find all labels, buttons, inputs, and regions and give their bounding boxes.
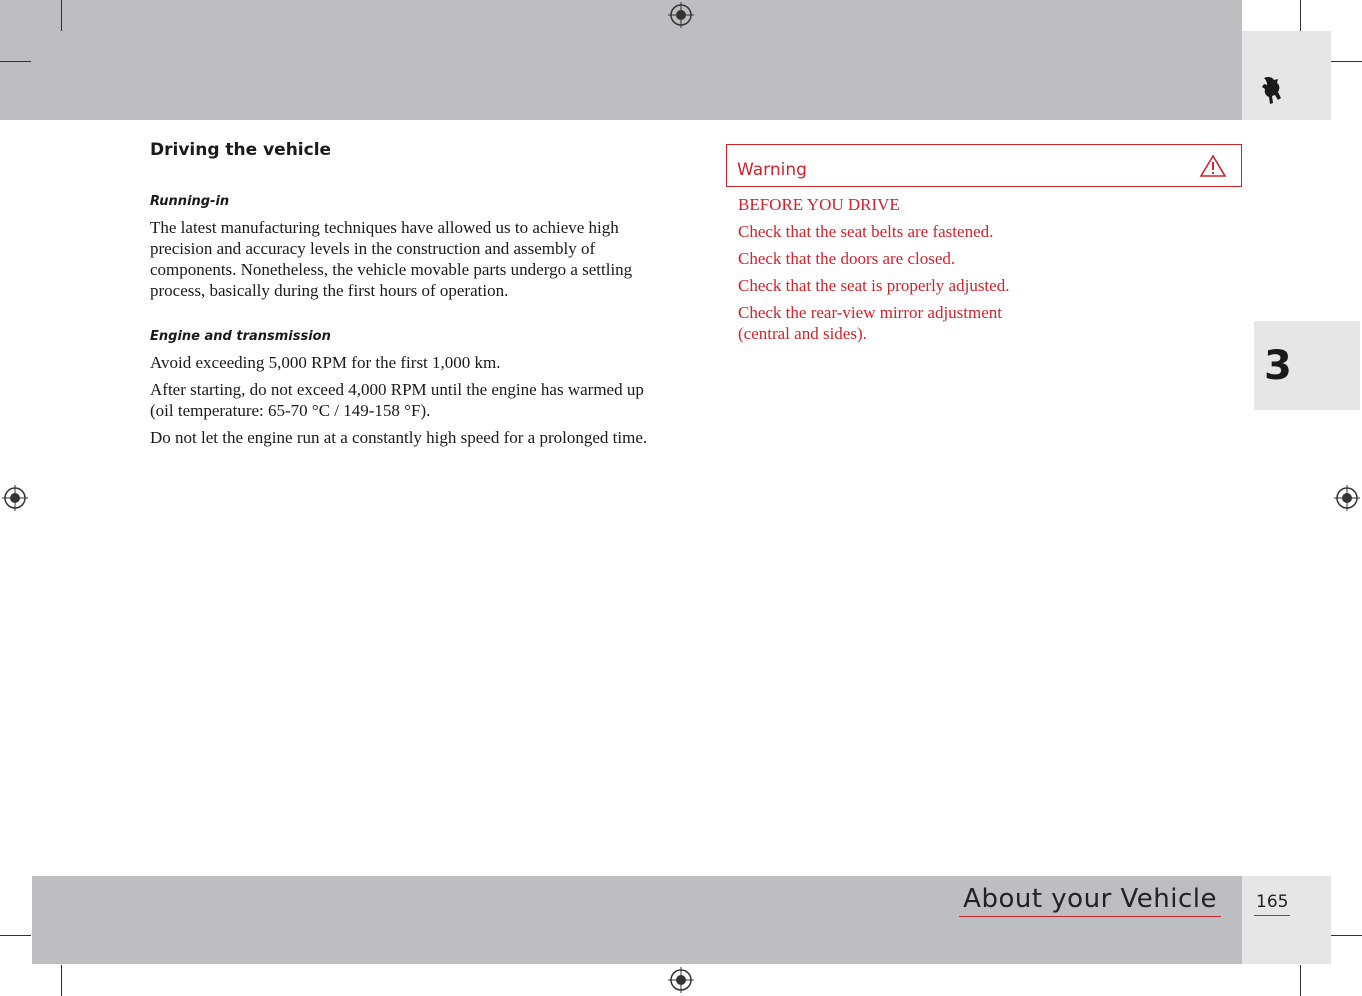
crop-mark: [0, 61, 31, 62]
engine-paragraph: After starting, do not exceed 4,000 RPM until the engine has warmed up (oil temperature: 65-70 °C / 149-158 °F).: [150, 380, 644, 420]
crop-mark: [1331, 61, 1362, 62]
section-title: Driving the vehicle: [150, 140, 332, 160]
crop-mark: [1300, 0, 1301, 31]
warning-line: Check the rear-view mirror adjustment (central and sides).: [738, 303, 1003, 343]
left-column: [150, 140, 670, 454]
registration-mark-icon: [2, 485, 28, 511]
header-band: [0, 0, 1242, 120]
warning-line: BEFORE YOU DRIVE: [738, 195, 900, 214]
warning-line: Check that the seat belts are fastened.: [738, 222, 994, 241]
page-number: 165: [1254, 892, 1290, 916]
warning-content: [738, 194, 1218, 350]
warning-box: [726, 144, 1242, 187]
crop-mark: [1331, 935, 1362, 936]
registration-mark-icon: [668, 2, 694, 28]
crop-mark: [1300, 965, 1301, 996]
warning-label: Warning: [737, 160, 807, 180]
prancing-horse-icon: [1258, 74, 1286, 108]
crop-mark: [0, 935, 31, 936]
header-logo-tab: [1242, 31, 1331, 120]
warning-line: Check that the doors are closed.: [738, 249, 956, 268]
running-in-paragraph: The latest manufacturing techniques have allowed us to achieve high precision and accuracy levels in the construction and assembly of components. Nonetheless, the vehicle movable parts undergo a settling process, basically during the first hours of operation.: [150, 218, 633, 300]
footer-page-tab: [1242, 876, 1331, 964]
running-in-subtitle: Running-in: [150, 194, 230, 209]
registration-mark-icon: [1334, 485, 1360, 511]
chapter-number: 3: [1264, 342, 1292, 389]
engine-subtitle: Engine and transmission: [150, 329, 331, 344]
warning-line: Check that the seat is properly adjusted.: [738, 276, 1010, 295]
crop-mark: [61, 965, 62, 996]
warning-triangle-icon: [1199, 154, 1227, 178]
engine-paragraph: Do not let the engine run at a constantly high speed for a prolonged time.: [150, 428, 648, 447]
engine-paragraph: Avoid exceeding 5,000 RPM for the first 1,000 km.: [150, 353, 501, 372]
footer-title: About your Vehicle: [959, 884, 1221, 917]
chapter-tab: [1254, 321, 1360, 410]
registration-mark-icon: [668, 967, 694, 993]
crop-mark: [61, 0, 62, 31]
